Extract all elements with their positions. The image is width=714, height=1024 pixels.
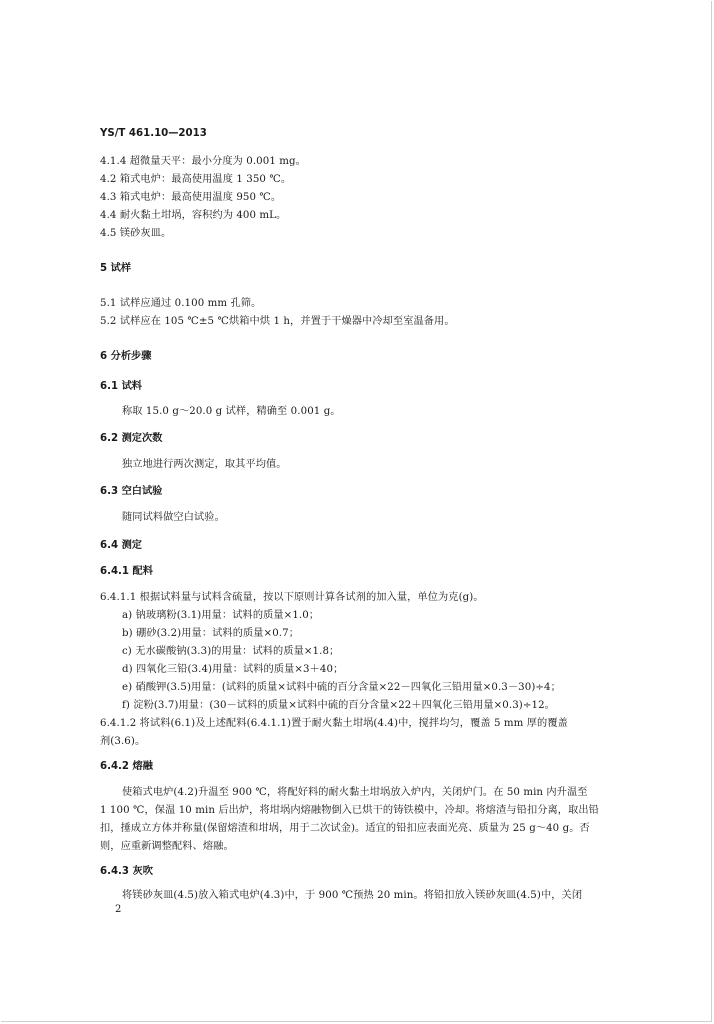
clause-6-4-1-2-cont: 剂(3.6)。 xyxy=(100,736,146,747)
paragraph-6-4-2-line-4: 则，应重新调整配料、熔融。 xyxy=(100,841,234,852)
list-item-d: d) 四氧化三铅(3.4)用量：试料的质量×3＋40； xyxy=(122,664,344,675)
heading-6-1: 6.1 试料 xyxy=(100,381,142,392)
list-item-f: f) 淀粉(3.7)用量：(30－试料的质量×试料中硫的百分含量×22＋四氧化三铅用量×0.3)÷12。 xyxy=(122,700,555,711)
paragraph-6-4-3-line-1: 将镁砂灰皿(4.5)放入箱式电炉(4.3)中，于 900 ℃预热 20 min。将铅扣放入镁砂灰皿(4.5)中，关闭 xyxy=(122,890,583,901)
clause-4-1-4: 4.1.4 超微量天平：最小分度为 0.001 mg。 xyxy=(100,156,306,167)
heading-6-3: 6.3 空白试验 xyxy=(100,486,163,497)
list-item-a: a) 钠玻璃粉(3.1)用量：试料的质量×1.0； xyxy=(122,610,320,621)
paragraph-6-4-2-line-3: 扣，捶成立方体并称量(保留熔渣和坩埚，用于二次试金)。适宜的铅扣应表面光亮、质量为 25 g～40 g。否 xyxy=(100,823,590,834)
heading-6-4-3: 6.4.3 灰吹 xyxy=(100,866,153,877)
clause-6-4-1-1: 6.4.1.1 根据试料量与试料含硫量，按以下原则计算各试剂的加入量，单位为克(g)。 xyxy=(100,592,484,603)
heading-6: 6 分析步骤 xyxy=(100,351,152,362)
paragraph-6-4-2-line-2: 1 100 ℃，保温 10 min 后出炉，将坩埚内熔融物倒入已烘干的铸铁模中，冷却。将熔渣与铅扣分离，取出铅 xyxy=(100,805,599,816)
paragraph-6-1: 称取 15.0 g～20.0 g 试样，精确至 0.001 g。 xyxy=(122,406,341,417)
clause-4-2: 4.2 箱式电炉：最高使用温度 1 350 ℃。 xyxy=(100,174,292,185)
page-number: 2 xyxy=(115,904,122,915)
clause-5-1: 5.1 试样应通过 0.100 mm 孔筛。 xyxy=(100,298,262,309)
heading-6-2: 6.2 测定次数 xyxy=(100,433,163,444)
clause-4-3: 4.3 箱式电炉：最高使用温度 950 ℃。 xyxy=(100,192,282,203)
list-item-b: b) 硼砂(3.2)用量：试料的质量×0.7； xyxy=(122,628,299,639)
heading-6-4-1: 6.4.1 配料 xyxy=(100,566,153,577)
heading-6-4-2: 6.4.2 熔融 xyxy=(100,761,153,772)
clause-6-4-1-2: 6.4.1.2 将试料(6.1)及上述配料(6.4.1.1)置于耐火黏土坩埚(4.4)中，搅拌均匀，覆盖 5 mm 厚的覆盖 xyxy=(100,718,568,729)
heading-6-4: 6.4 测定 xyxy=(100,540,142,551)
clause-4-5: 4.5 镁砂灰皿。 xyxy=(100,228,172,239)
document-id: YS/T 461.10—2013 xyxy=(100,128,207,139)
clause-4-4: 4.4 耐火黏土坩埚，容积约为 400 mL。 xyxy=(100,210,287,221)
paragraph-6-2: 独立地进行两次测定，取其平均值。 xyxy=(122,459,287,470)
paragraph-6-4-2-line-1: 使箱式电炉(4.2)升温至 900 ℃，将配好料的耐火黏土坩埚放入炉内，关闭炉门。在 50 min 内升温至 xyxy=(122,787,588,798)
heading-5: 5 试样 xyxy=(100,263,132,274)
clause-5-2: 5.2 试样应在 105 ℃±5 ℃烘箱中烘 1 h，并置于干燥器中冷却至室温备用。 xyxy=(100,316,455,327)
paragraph-6-3: 随同试料做空白试验。 xyxy=(122,512,225,523)
list-item-c: c) 无水碳酸钠(3.3)的用量：试料的质量×1.8； xyxy=(122,646,340,657)
list-item-e: e) 硝酸钾(3.5)用量：(试料的质量×试料中硫的百分含量×22－四氧化三铅用量×0.3－30)÷4； xyxy=(122,682,561,693)
